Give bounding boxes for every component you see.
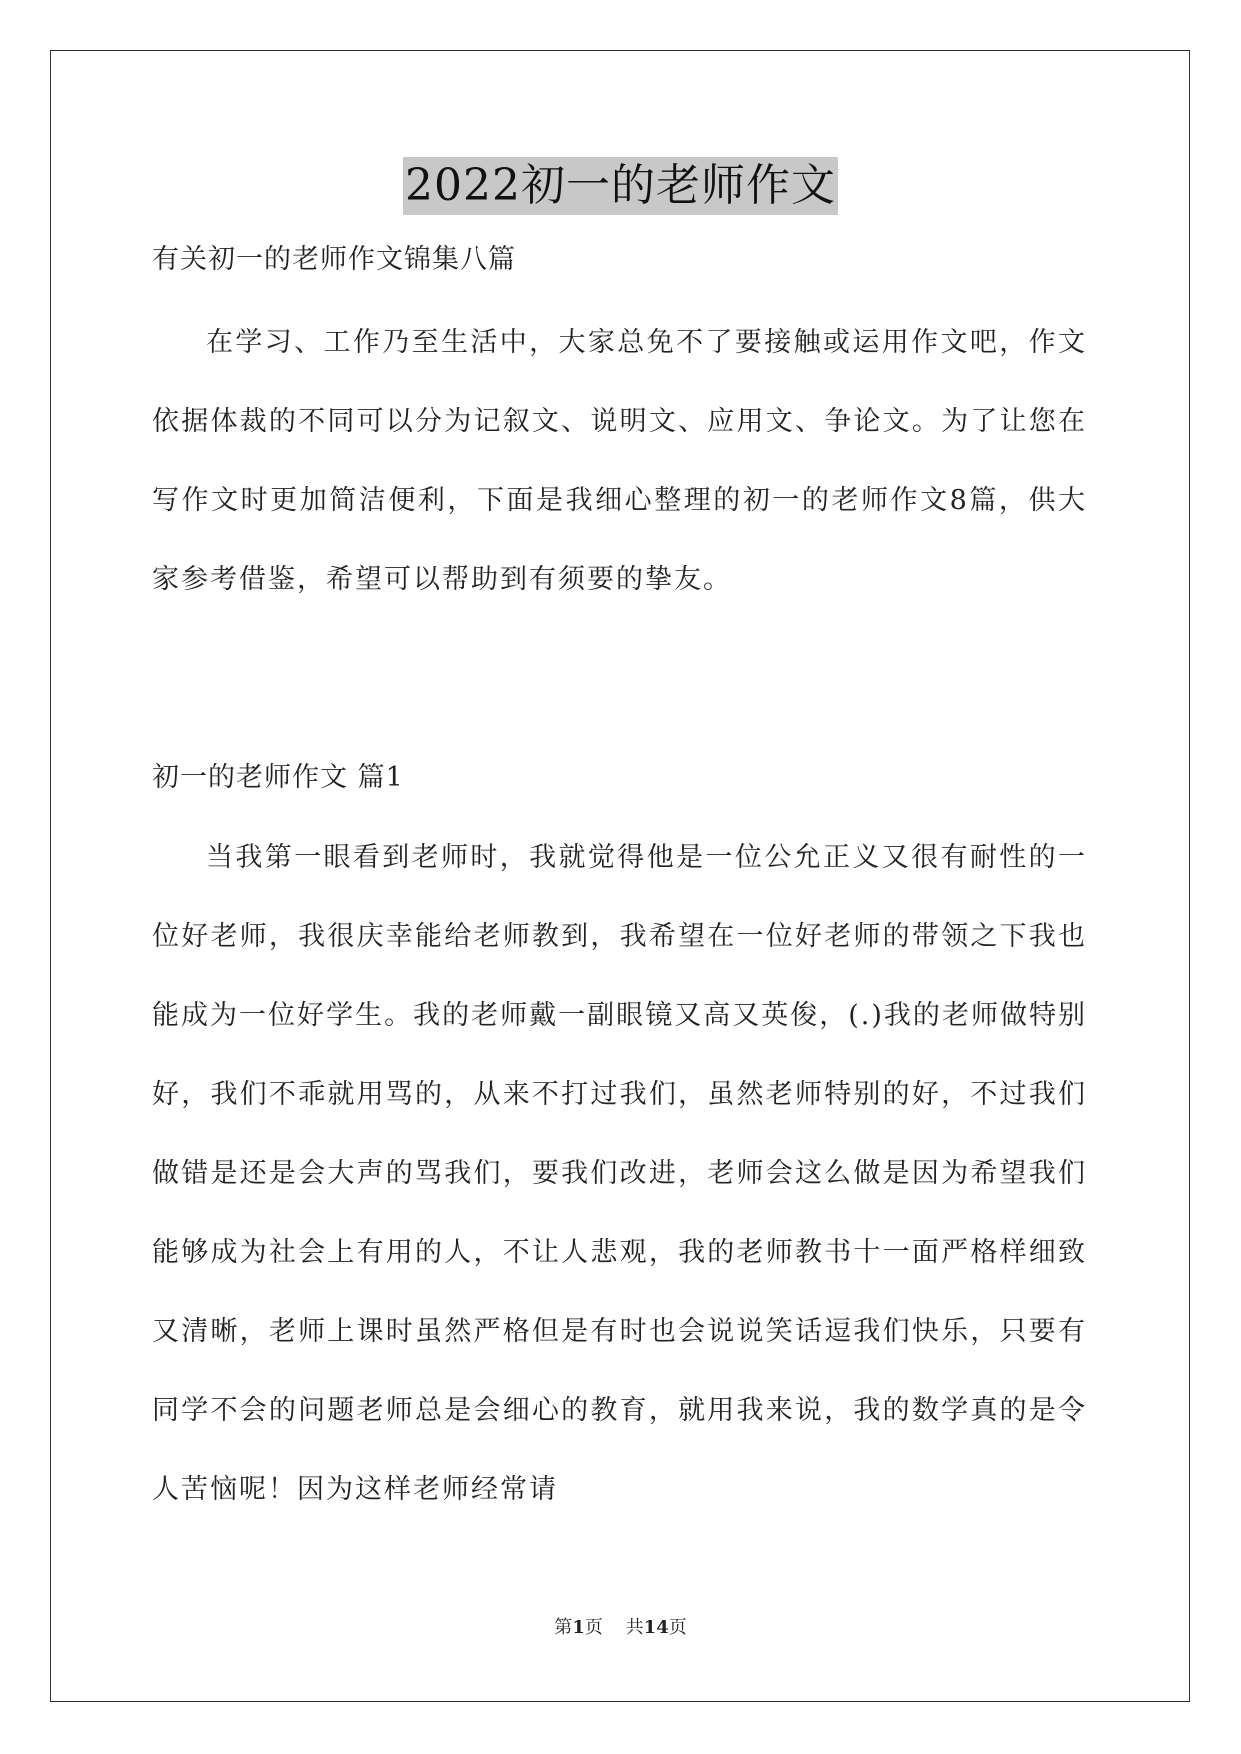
- footer-prefix: 第: [554, 1617, 573, 1638]
- footer-page-number: 1: [572, 1617, 585, 1638]
- intro-paragraph: 在学习、工作乃至生活中，大家总免不了要接触或运用作文吧，作文依据体裁的不同可以分为记叙文、说明文、应用文、争论文。为了让您在写作文时更加简洁便利，下面是我细心整理的初一的老师作文8篇，供大家参考借鉴，希望可以帮助到有须要的挚友。: [152, 327, 1087, 595]
- section-heading: 初一的老师作文 篇1: [152, 762, 404, 793]
- page-footer: [0, 1616, 1241, 1640]
- footer-page-suffix: 页: [584, 1617, 603, 1638]
- document-title: 2022初一的老师作文: [403, 157, 838, 215]
- footer-total-pages: 14: [643, 1617, 669, 1638]
- document-content: [152, 240, 1087, 619]
- title-container: [0, 157, 1241, 215]
- section-paragraph: 当我第一眼看到老师时，我就觉得他是一位公允正义又很有耐性的一位好老师，我很庆幸能给老师教到，我希望在一位好老师的带领之下我也能成为一位好学生。我的老师戴一副眼镜又高又英俊，(.)我的老师做特别好，我们不乖就用骂的，从来不打过我们，虽然老师特别的好，不过我们做错是还是会大声的骂我们，要我们改进，老师会这么做是因为希望我们能够成为社会上有用的人，不让人悲观，我的老师教书十一面严格样细致又清晰，老师上课时虽然严格但是有时也会说说笑话逗我们快乐，只要有同学不会的问题老师总是会细心的教育，就用我来说，我的数学真的是令人苦恼呢！因为这样老师经常请: [152, 842, 1087, 1505]
- footer-total-prefix: 共: [625, 1617, 644, 1638]
- footer-total-suffix: 页: [668, 1617, 687, 1638]
- section-body: [152, 818, 1087, 1529]
- document-subtitle: 有关初一的老师作文锦集八篇: [152, 244, 516, 275]
